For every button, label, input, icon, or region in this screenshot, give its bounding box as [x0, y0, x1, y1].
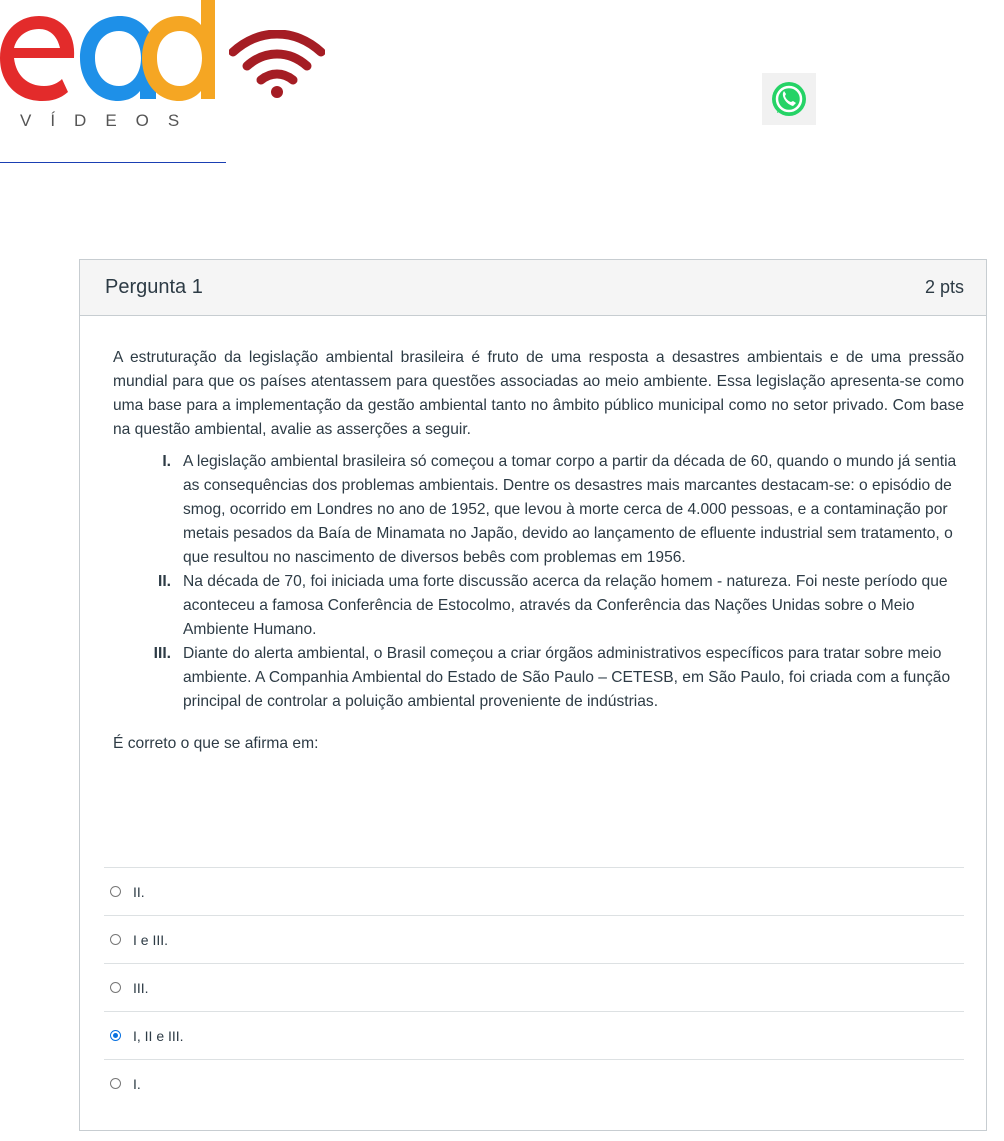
question-points: 2 pts	[924, 277, 964, 297]
wifi-icon	[229, 30, 325, 100]
answer-option[interactable]	[104, 1011, 964, 1059]
question-title: Pergunta 1	[105, 276, 203, 298]
radio-button[interactable]	[110, 1030, 121, 1041]
assertion-item	[137, 642, 964, 714]
answer-option[interactable]	[104, 963, 964, 1011]
radio-button[interactable]	[110, 934, 121, 945]
assertion-item	[137, 450, 964, 570]
answer-option[interactable]	[104, 915, 964, 963]
radio-button[interactable]	[110, 982, 121, 993]
ead-letters-logo	[0, 0, 230, 110]
answer-option[interactable]	[104, 867, 964, 915]
question-header	[80, 260, 986, 316]
answer-label: I.	[133, 1075, 141, 1092]
assertion-list	[113, 450, 964, 714]
question-intro: A estruturação da legislação ambiental brasileira é fruto de uma resposta a desastres ambientais e de uma pressão mundial para que os países atentassem para questões associadas ao meio ambiente. Essa legislação apresenta-se como uma base para a implementação da gestão ambiental tanto no âmbito público municipal como no setor privado. Com base na questão ambiental, avalie as asserções a seguir.	[113, 349, 964, 438]
answer-list	[104, 867, 964, 1107]
logo-letter-e	[0, 16, 74, 101]
assertion-item	[137, 570, 964, 642]
answer-label: II.	[133, 883, 145, 900]
assertion-numeral: I.	[162, 453, 171, 470]
assertion-text: A legislação ambiental brasileira só começou a tomar corpo a partir da década de 60, quando o mundo já sentia as consequências dos problemas ambientais. Dentre os desastres mais marcantes destacam-se: o episódio de smog, ocorrido em Londres no ano de 1952, que levou à morte cerca de 4.000 pessoas, e a contaminação por metais pesados da Baía de Minamata no Japão, devido ao lançamento de efluente industrial sem tratamento, o que resultou no nascimento de diversos bebês com problemas em 1956.	[183, 453, 957, 566]
whatsapp-icon[interactable]	[762, 73, 816, 125]
logo-underline	[0, 162, 226, 163]
logo-letter-d	[142, 0, 215, 101]
logo-subtitle: VÍDEOS	[20, 111, 199, 130]
answer-label: I, II e III.	[133, 1027, 184, 1044]
assertion-text: Diante do alerta ambiental, o Brasil começou a criar órgãos administrativos específicos para tratar sobre meio ambiente. A Companhia Ambiental do Estado de São Paulo – CETESB, em São Paulo, foi criada com a função principal de controlar a poluição ambiental proveniente de indústrias.	[183, 645, 951, 710]
radio-button[interactable]	[110, 1078, 121, 1089]
answer-label: III.	[133, 979, 149, 996]
question-body	[80, 316, 986, 756]
question-prompt: É correto o que se afirma em:	[113, 735, 319, 752]
ead-videos-logo	[0, 0, 340, 170]
answer-label: I e III.	[133, 931, 169, 948]
assertion-numeral: III.	[153, 645, 171, 662]
question-card	[79, 259, 987, 1131]
radio-button[interactable]	[110, 886, 121, 897]
assertion-text: Na década de 70, foi iniciada uma forte discussão acerca da relação homem - natureza. Foi neste período que aconteceu a famosa Conferência de Estocolmo, através da Conferência das Nações Unidas sobre o Meio Ambiente Humano.	[183, 573, 948, 638]
assertion-numeral: II.	[158, 573, 171, 590]
answer-option[interactable]	[104, 1059, 964, 1107]
